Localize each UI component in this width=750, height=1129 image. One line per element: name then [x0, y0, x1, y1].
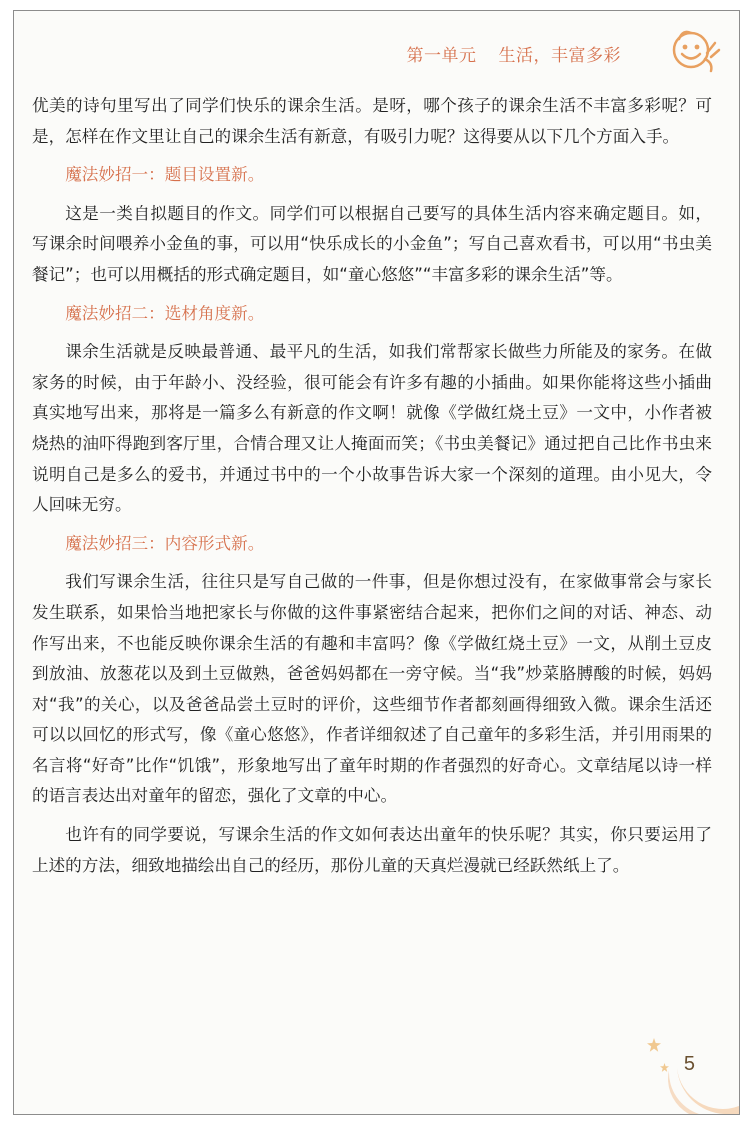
star-icon	[647, 1038, 661, 1052]
section-heading-1: 魔法妙招一：题目设置新。	[65, 165, 265, 185]
unit-label: 第一单元	[406, 46, 477, 66]
section-heading-2: 魔法妙招二：选材角度新。	[65, 303, 265, 323]
article-body	[32, 91, 712, 881]
paragraph-conclusion: 也许有的同学要说，写课余生活的作文如何表达出童年的快乐呢？其实，你只要运用了上述的方法，细致地描绘出自己的经历，那份儿童的天真烂漫就已经跃然纸上了。	[32, 825, 712, 875]
paragraph-section-1: 这是一类自拟题目的作文。同学们可以根据自己要写的具体生活内容来确定题目。如，写课余时间喂养小金鱼的事，可以用“快乐成长的小金鱼”；写自己喜欢看书，可以用“书虫美餐记”；也可以用概括的形式确定题目，如“童心悠悠”“丰富多彩的课余生活”等。	[32, 203, 712, 284]
unit-theme: 生活，丰富多彩	[498, 46, 621, 66]
paragraph-section-2: 课余生活就是反映最普通、最平凡的生活，如我们常帮家长做些力所能及的家务。在做家务的时候，由于年龄小、没经验，很可能会有许多有趣的小插曲。如果你能将这些小插曲真实地写出来，那将是一篇多么有新意的作文啊！就像《学做红烧土豆》一文中，小作者被烧热的油吓得跑到客厅里，合情合理又让人掩面而笑；《书虫美餐记》通过把自己比作书虫来说明自己是多么的爱书，并通过书中的一个小故事告诉大家一个深刻的道理。由小见大，令人回味无穷。	[32, 342, 712, 515]
running-header	[407, 41, 622, 66]
smiley-mascot-icon	[661, 23, 725, 87]
page-number: 5	[683, 1053, 695, 1075]
paragraph-section-3: 我们写课余生活，往往只是写自己做的一件事，但是你想过没有，在家做事常会与家长发生联系，如果恰当地把家长与你做的这件事紧密结合起来，把你们之间的对话、神态、动作写出来，不也能反映你课余生活的有趣和丰富吗？像《学做红烧土豆》一文，从削土豆皮到放油、放葱花以及到土豆做熟，爸爸妈妈都在一旁守候。当“我”炒菜胳膊酸的时候，妈妈对“我”的关心，以及爸爸品尝土豆时的评价，这些细节作者都刻画得细致入微。课余生活还可以以回忆的形式写，像《童心悠悠》，作者详细叙述了自己童年的多彩生活，并引用雨果的名言将“好奇”比作“饥饿”，形象地写出了童年时期的作者强烈的好奇心。文章结尾以诗一样的语言表达出对童年的留恋，强化了文章的中心。	[32, 572, 712, 806]
section-heading-3: 魔法妙招三：内容形式新。	[65, 533, 265, 553]
star-icon	[660, 1063, 669, 1072]
paragraph-intro-continued: 优美的诗句里写出了同学们快乐的课余生活。是呀，哪个孩子的课余生活不丰富多彩呢？可是，怎样在作文里让自己的课余生活有新意，有吸引力呢？这得要从以下几个方面入手。	[32, 96, 712, 146]
book-page	[13, 10, 740, 1115]
